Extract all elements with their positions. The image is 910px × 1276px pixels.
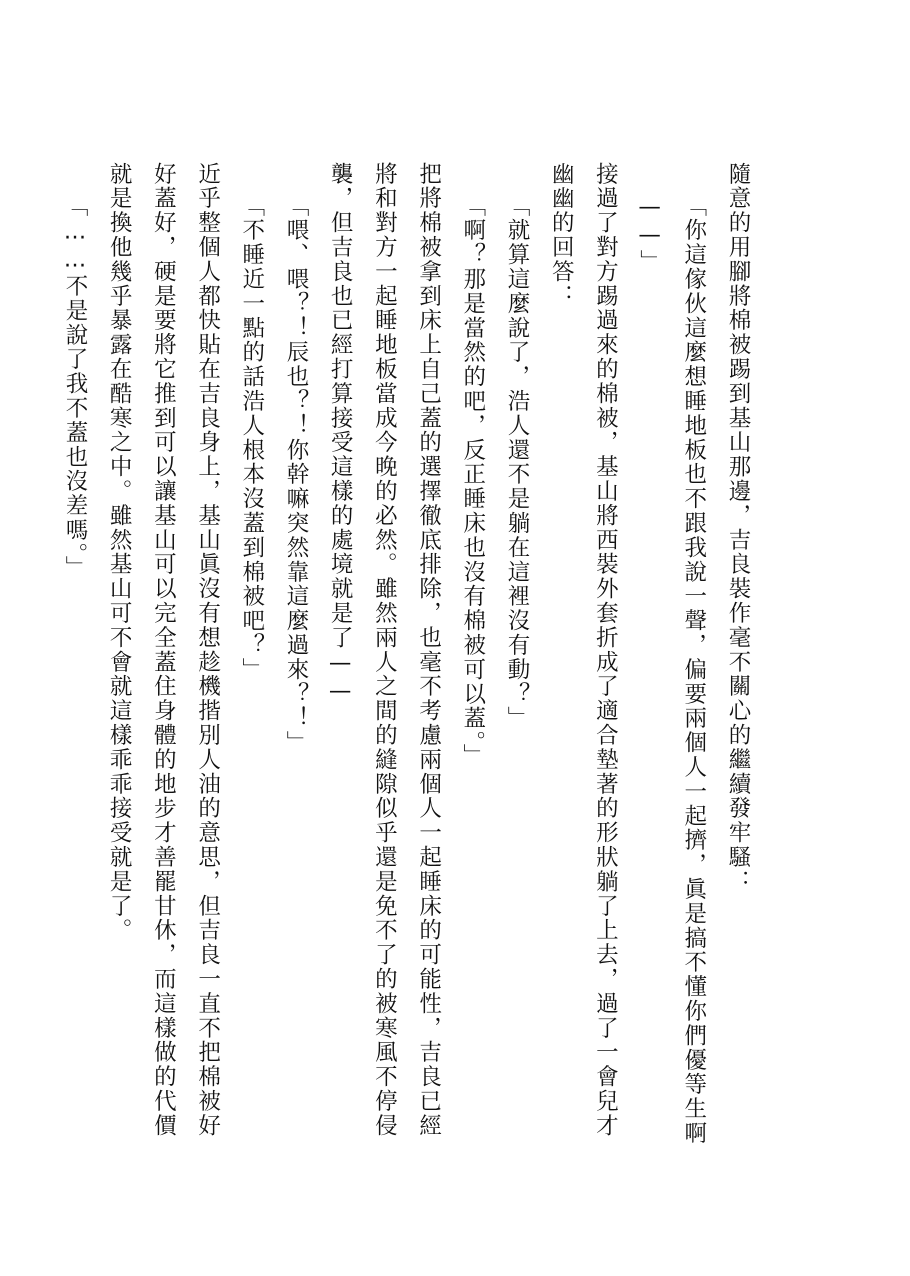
paragraph-dialogue: 「啊？那是當然的吧，反正睡床也沒有棉被可以蓋。」 <box>459 194 486 769</box>
paragraph-narration: 接過了對方踢過來的棉被，基山將西裝外套折成了適合墊著的形狀躺了上去，過了一會兒才幽幽的回答： <box>548 162 619 1138</box>
paragraph-dialogue: 「不睡近一點的話浩人根本沒蓋到棉被吧？」 <box>238 194 265 682</box>
paragraph-narration: 把將棉被拿到床上自己蓋的選擇徹底排除，也毫不考慮兩個人一起睡床的可能性，吉良已經將和對方一起睡地板當成今晚的必然。雖然兩人之間的縫隙似乎還是免不了的被寒風不停侵襲，但吉良也已經打算接受這樣的處境就是了—— <box>327 162 442 1138</box>
vertical-text-body <box>61 160 760 1160</box>
paragraph-dialogue: 「……不是說了我不蓋也沒差嗎。」 <box>61 194 88 581</box>
paragraph-narration: 隨意的用腳將棉被踢到基山那邊，吉良裝作毫不關心的繼續發牢騷： <box>725 162 751 894</box>
paragraph-narration: 近乎整個人都快貼在吉良身上，基山眞沒有想趁機揩別人油的意思，但吉良一直不把棉被好好蓋好，硬是要將它推到可以讓基山可以完全蓋住身體的地步才善罷甘休，而這樣做的代價就是換他幾乎暴露在酷寒之中。雖然基山可不會就這樣乖乖接受就是了。 <box>106 162 221 1138</box>
paragraph-dialogue: 「就算這麼說了，浩人還不是躺在這裡沒有動？」 <box>503 194 530 731</box>
paragraph-dialogue: 「喂、喂？！辰也？！你幹嘛突然靠這麼過來？！」 <box>282 194 309 756</box>
paragraph-dialogue: 「你這傢伙這麼想睡地板也不跟我說一聲，偏要兩個人一起擠，眞是搞不懂你們優等生啊——」 <box>636 194 707 1146</box>
